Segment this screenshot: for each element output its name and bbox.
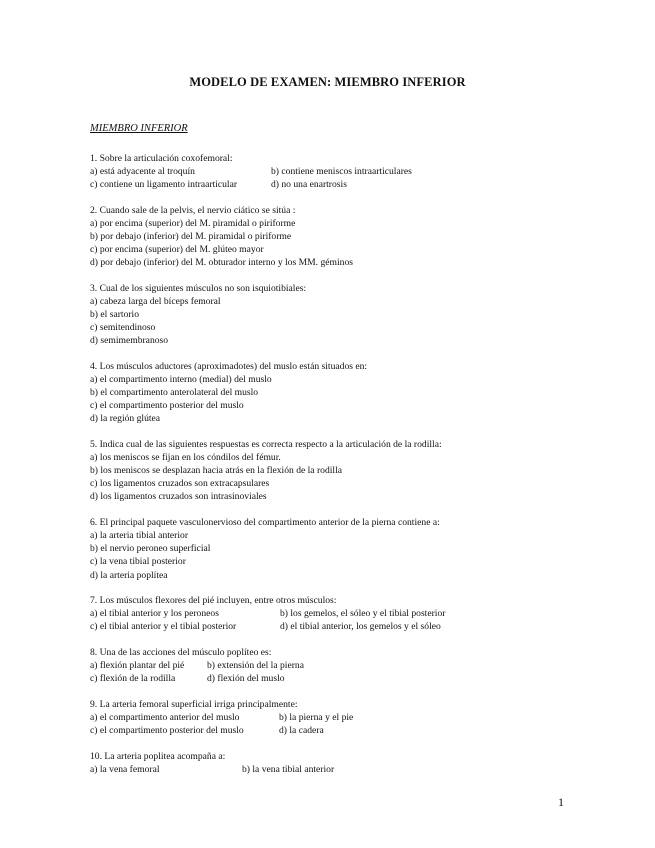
- option-a: a) el compartimento anterior del muslo: [90, 712, 240, 724]
- question-6: [90, 516, 610, 581]
- option-c: c) el compartimento posterior del muslo: [90, 725, 244, 737]
- question-stem: 1. Sobre la articulación coxofemoral:: [90, 153, 233, 164]
- option-d: d) por debajo (inferior) del M. obturador interno y los MM. géminos: [90, 257, 353, 269]
- option-c: c) el compartimento posterior del muslo: [90, 400, 244, 412]
- option-b: b) contiene meniscos intraarticulares: [271, 166, 412, 178]
- option-a: a) el tibial anterior y los peroneos: [90, 608, 219, 620]
- option-d: d) semimembranoso: [90, 335, 169, 347]
- option-b: b) el sartorio: [90, 309, 140, 321]
- option-c: c) la vena tibial posterior: [90, 556, 186, 568]
- option-c: c) por encima (superior) del M. glúteo mayor: [90, 244, 264, 256]
- page-number: 1: [558, 795, 564, 809]
- option-d: d) la región glútea: [90, 413, 161, 425]
- option-c: c) el tibial anterior y el tibial posterior: [90, 621, 237, 633]
- option-b: b) los meniscos se desplazan hacia atrás en la flexión de la rodilla: [90, 465, 343, 477]
- option-a: a) está adyacente al troquín: [90, 166, 195, 178]
- option-d: d) no una enartrosis: [271, 179, 347, 191]
- option-a: a) los meniscos se fijan en los cóndilos del fémur.: [90, 452, 281, 464]
- question-stem: 5. Indica cual de las siguientes respuestas es correcta respecto a la articulación de la rodilla:: [90, 439, 442, 451]
- option-a: a) flexión plantar del pié: [90, 660, 185, 672]
- option-b: b) la vena tibial anterior: [242, 763, 335, 775]
- option-a: a) el compartimento interno (medial) del muslo: [90, 374, 272, 386]
- option-b: b) el nervio peroneo superficial: [90, 543, 211, 555]
- option-b: b) extensión del la pierna: [207, 660, 304, 672]
- question-stem: 10. La arteria poplitea acompaña a:: [90, 750, 226, 762]
- option-b: b) los gemelos, el sóleo y el tibial posterior: [280, 608, 446, 620]
- question-2: [90, 204, 610, 269]
- option-b: b) el compartimento anterolateral del muslo: [90, 387, 259, 399]
- option-c: c) flexión de la rodilla: [90, 673, 176, 685]
- question-stem: 9. La arteria femoral superficial irriga principalmente:: [90, 698, 298, 710]
- option-d: d) la arteria poplítea: [90, 569, 168, 581]
- page-title: MODELO DE EXAMEN: MIEMBRO INFERIOR: [189, 75, 466, 89]
- question-stem: 4. Los músculos aductores (aproximadotes) del muslo están situados en:: [90, 361, 368, 372]
- option-a: a) cabeza larga del bíceps femoral: [90, 296, 221, 308]
- option-b: b) por debajo (inferior) del M. piramidal o piriforme: [90, 231, 292, 243]
- option-b: b) la pierna y el pie: [279, 712, 354, 724]
- question-7: [90, 594, 610, 633]
- option-a: a) la vena femoral: [90, 763, 160, 775]
- option-a: a) la arteria tibial anterior: [90, 530, 189, 542]
- option-d: d) flexión del muslo: [207, 673, 285, 685]
- question-stem: 3. Cual de los siguientes músculos no son isquiotibiales:: [90, 282, 307, 294]
- question-stem: 6. El principal paquete vasculonervioso del compartimento anterior de la pierna contiene a:: [90, 517, 440, 529]
- question-stem: 8. Una de las acciones del músculo poplíteo es:: [90, 647, 272, 659]
- question-8: [90, 646, 610, 685]
- question-1: [90, 152, 610, 191]
- question-4: [90, 360, 610, 425]
- option-c: c) semitendinoso: [90, 322, 156, 334]
- questions-list: [90, 152, 610, 789]
- option-a: a) por encima (superior) del M. piramidal o piriforme: [90, 217, 296, 229]
- question-stem: 2. Cuando sale de la pelvis, el nervio ciático se sitúa :: [90, 204, 296, 216]
- option-d: d) los ligamentos cruzados son intrasinoviales: [90, 491, 267, 503]
- option-d: d) el tibial anterior, los gemelos y el sóleo: [280, 621, 441, 633]
- option-d: d) la cadera: [279, 725, 324, 737]
- option-c: c) los ligamentos cruzados son extracapsulares: [90, 478, 270, 490]
- question-10: [90, 750, 610, 776]
- question-stem: 7. Los músculos flexores del pié incluyen, entre otros músculos:: [90, 595, 337, 607]
- question-3: [90, 282, 610, 347]
- question-9: [90, 698, 610, 737]
- question-5: [90, 438, 610, 503]
- section-heading: MIEMBRO INFERIOR: [90, 123, 188, 134]
- option-c: c) contiene un ligamento intraarticular: [90, 179, 238, 191]
